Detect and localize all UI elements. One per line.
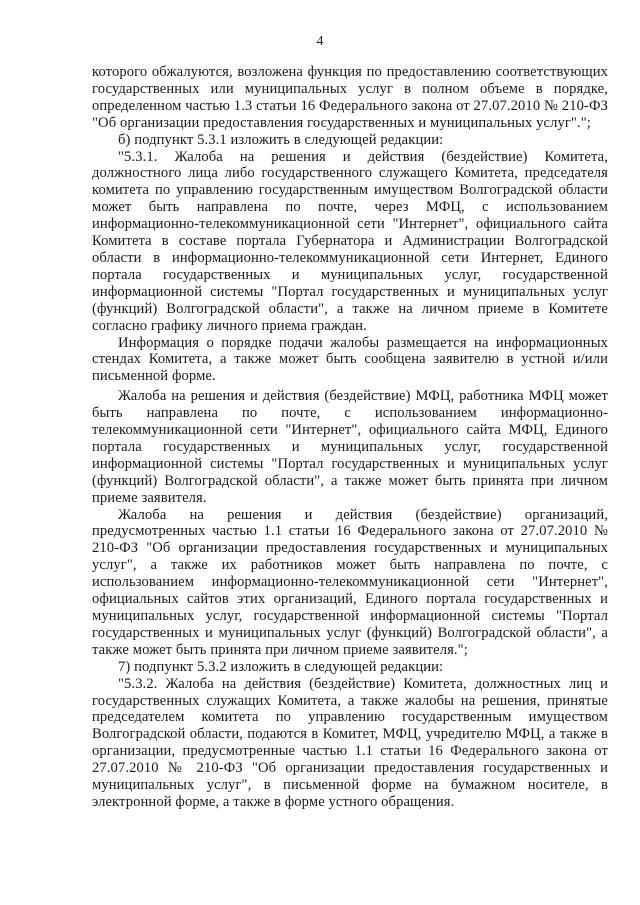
paragraph-organizations-complaint: Жалоба на решения и действия (бездействие) организаций, предусмотренных частью 1.1 статьи 16 Федерального закона от 27.07.2010 № 210-ФЗ "Об организации предоставления государственных и муниципальных услуг", а также их работников может быть направлена по почте, с использованием информационно-телекоммуникационной сети "Интернет", официальных сайтов этих организаций, Единого портала государственных и муниципальных услуг, государственной информационной системы "Портал государственных и муниципальных услуг (функций) Волгоградской области", а также может быть принята при личном приеме заявителя."; bbox=[92, 506, 608, 658]
paragraph-5-3-1: "5.3.1. Жалоба на решения и действия (бездействие) Комитета, должностного лица либо государственного служащего Комитета, председателя комитета по управлению государственным имуществом Волгоградской области может быть направлена по почте, через МФЦ, с использованием информационно-телекоммуникационной сети "Интернет", официального сайта Комитета в составе портала Губернатора и Администрации Волгоградской области в информационно-телекоммуникационной сети Интернет, Единого портала государственных и муниципальных услуг, государственной информационной системы "Портал государственных и муниципальных услуг (функций) Волгоградской области", а также на личном приеме в Комитете согласно графику личного приема граждан. bbox=[92, 148, 608, 334]
page-number: 4 bbox=[316, 34, 324, 49]
paragraph-mfc-complaint: Жалоба на решения и действия (бездействие) МФЦ, работника МФЦ может быть направлена по почте, с использованием информационно-телекоммуникационной сети "Интернет", официального сайта МФЦ, Единого портала государственных и муниципальных услуг, государственной информационной системы "Портал государственных и муниципальных услуг (функций) Волгоградской области", а также может быть принята при личном приеме заявителя. bbox=[92, 388, 608, 506]
paragraph-amendment-7: 7) подпункт 5.3.2 изложить в следующей редакции: bbox=[118, 658, 444, 675]
paragraph-continuation: которого обжалуются, возложена функция по предоставлению соответствующих государственных или муниципальных услуг в полном объеме в порядке, определенном частью 1.3 статьи 16 Федерального закона от 27.07.2010 № 210-ФЗ "Об организации предоставления государственных и муниципальных услуг"."; bbox=[92, 64, 608, 131]
paragraph-info-stands: Информация о порядке подачи жалобы размещается на информационных стендах Комитета, а также может быть сообщена заявителю в устной и/или письменной форме. bbox=[92, 334, 608, 385]
paragraph-amendment-b: б) подпункт 5.3.1 изложить в следующей редакции: bbox=[118, 131, 444, 148]
document-body bbox=[92, 64, 608, 811]
paragraph-5-3-2: "5.3.2. Жалоба на действия (бездействие) Комитета, должностных лиц и государственных служащих Комитета, а также жалобы на решения, принятые председателем комитета по управлению государственным имуществом Волгоградской области, подаются в Комитет, МФЦ, учредителю МФЦ, а также в организации, предусмотренные частью 1.1 статьи 16 Федерального закона от 27.07.2010 № 210-ФЗ "Об организации предоставления государственных и муниципальных услуг", в письменной форме на бумажном носителе, в электронной форме, а также в форме устного обращения. bbox=[92, 675, 608, 810]
